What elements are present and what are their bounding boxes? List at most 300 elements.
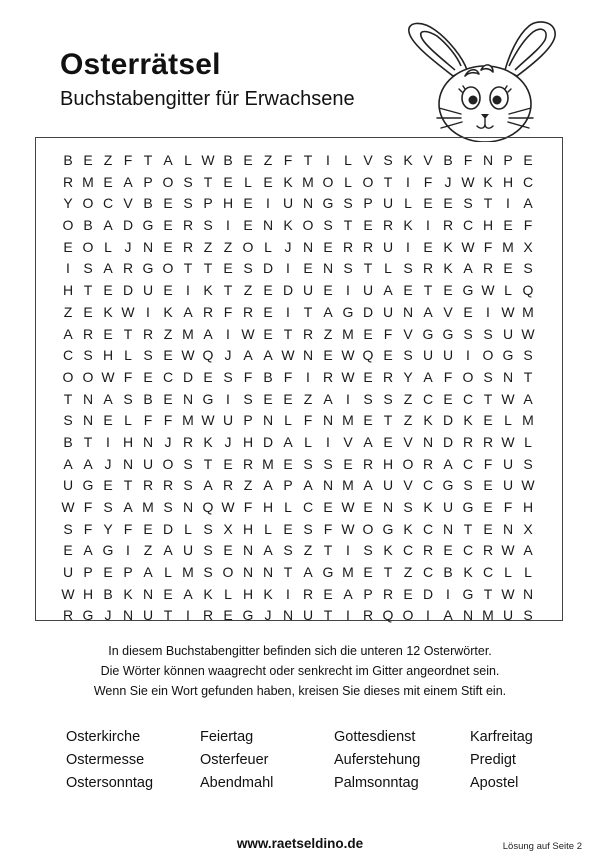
grid-letter[interactable]: O xyxy=(162,173,174,190)
grid-letter[interactable]: S xyxy=(403,260,413,277)
grid-letter[interactable]: E xyxy=(363,325,373,342)
grid-letter[interactable]: U xyxy=(142,455,154,472)
grid-letter[interactable]: O xyxy=(362,173,374,190)
grid-letter[interactable]: N xyxy=(262,564,274,581)
grid-letter[interactable]: E xyxy=(323,347,333,364)
grid-letter[interactable]: P xyxy=(363,195,373,212)
grid-letter[interactable]: L xyxy=(264,520,272,537)
grid-letter[interactable]: A xyxy=(303,564,313,581)
grid-letter[interactable]: R xyxy=(362,455,374,472)
grid-letter[interactable]: W xyxy=(121,303,135,320)
grid-letter[interactable]: E xyxy=(323,238,333,255)
grid-letter[interactable]: A xyxy=(243,347,253,364)
grid-letter[interactable]: G xyxy=(462,585,474,602)
grid-letter[interactable]: A xyxy=(523,542,533,559)
grid-letter[interactable]: E xyxy=(83,303,93,320)
grid-letter[interactable]: E xyxy=(223,260,233,277)
grid-letter[interactable]: E xyxy=(523,152,533,168)
grid-letter[interactable]: P xyxy=(123,564,133,581)
grid-letter[interactable]: Q xyxy=(202,499,214,515)
grid-letter[interactable]: N xyxy=(262,412,274,429)
grid-letter[interactable]: G xyxy=(342,303,354,320)
grid-letter[interactable]: T xyxy=(303,303,313,320)
grid-letter[interactable]: T xyxy=(383,173,393,190)
grid-letter[interactable]: R xyxy=(362,607,374,624)
grid-letter[interactable]: R xyxy=(62,173,74,190)
grid-letter[interactable]: C xyxy=(162,368,174,385)
grid-letter[interactable]: Q xyxy=(382,607,394,624)
grid-letter[interactable]: Z xyxy=(143,542,153,559)
grid-letter[interactable]: Z xyxy=(203,238,213,255)
grid-letter[interactable]: K xyxy=(383,542,393,559)
grid-letter[interactable]: S xyxy=(203,542,213,559)
grid-letter[interactable]: W xyxy=(501,542,515,559)
grid-letter[interactable]: A xyxy=(203,477,213,494)
grid-letter[interactable]: W xyxy=(521,477,535,494)
grid-letter[interactable]: N xyxy=(442,520,454,537)
grid-letter[interactable]: F xyxy=(223,303,233,320)
grid-letter[interactable]: W xyxy=(521,325,535,342)
grid-letter[interactable]: K xyxy=(403,152,413,168)
grid-letter[interactable]: N xyxy=(322,412,334,429)
grid-letter[interactable]: S xyxy=(303,455,313,472)
grid-letter[interactable]: L xyxy=(504,282,512,299)
grid-letter[interactable]: N xyxy=(382,499,394,515)
grid-letter[interactable]: W xyxy=(341,347,355,364)
grid-letter[interactable]: Z xyxy=(223,238,233,255)
grid-letter[interactable]: L xyxy=(224,585,232,602)
grid-letter[interactable]: O xyxy=(82,238,94,255)
grid-letter[interactable]: H xyxy=(482,217,494,234)
grid-letter[interactable]: C xyxy=(462,390,474,407)
grid-letter[interactable]: B xyxy=(63,433,73,450)
grid-letter[interactable]: E xyxy=(323,499,333,515)
grid-letter[interactable]: I xyxy=(326,433,330,450)
grid-letter[interactable]: S xyxy=(323,455,333,472)
grid-letter[interactable]: S xyxy=(523,260,533,277)
grid-letter[interactable]: I xyxy=(286,303,290,320)
grid-letter[interactable]: H xyxy=(242,520,254,537)
grid-letter[interactable]: Y xyxy=(63,195,73,212)
grid-letter[interactable]: V xyxy=(403,433,413,450)
grid-letter[interactable]: A xyxy=(523,195,533,212)
grid-letter[interactable]: G xyxy=(382,520,394,537)
grid-letter[interactable]: S xyxy=(243,260,253,277)
grid-letter[interactable]: J xyxy=(104,607,112,624)
grid-letter[interactable]: R xyxy=(342,238,354,255)
grid-letter[interactable]: E xyxy=(443,195,453,212)
grid-letter[interactable]: L xyxy=(504,564,512,581)
grid-letter[interactable]: M xyxy=(182,412,194,429)
grid-letter[interactable]: J xyxy=(264,607,272,624)
grid-letter[interactable]: M xyxy=(82,173,94,190)
grid-letter[interactable]: J xyxy=(224,433,232,450)
grid-letter[interactable]: C xyxy=(62,347,74,364)
grid-letter[interactable]: W xyxy=(501,585,515,602)
grid-letter[interactable]: T xyxy=(303,152,313,168)
grid-letter[interactable]: O xyxy=(62,368,74,385)
grid-letter[interactable]: C xyxy=(462,542,474,559)
grid-letter[interactable]: N xyxy=(402,303,414,320)
grid-letter[interactable]: F xyxy=(383,325,393,342)
grid-letter[interactable]: G xyxy=(322,195,334,212)
grid-letter[interactable]: L xyxy=(384,260,392,277)
grid-letter[interactable]: Z xyxy=(103,152,113,168)
grid-letter[interactable]: T xyxy=(143,152,153,168)
grid-letter[interactable]: E xyxy=(103,477,113,494)
grid-letter[interactable]: Z xyxy=(403,412,413,429)
grid-letter[interactable]: N xyxy=(142,585,154,602)
grid-letter[interactable]: G xyxy=(462,499,474,515)
grid-letter[interactable]: K xyxy=(263,585,273,602)
grid-letter[interactable]: K xyxy=(103,303,113,320)
grid-letter[interactable]: L xyxy=(404,195,412,212)
grid-letter[interactable]: K xyxy=(283,217,293,234)
grid-letter[interactable]: R xyxy=(182,433,194,450)
grid-letter[interactable]: D xyxy=(162,520,174,537)
grid-letter[interactable]: B xyxy=(223,152,233,168)
grid-letter[interactable]: M xyxy=(522,303,534,320)
grid-letter[interactable]: Z xyxy=(243,477,253,494)
grid-letter[interactable]: E xyxy=(323,282,333,299)
grid-letter[interactable]: E xyxy=(483,520,493,537)
grid-letter[interactable]: M xyxy=(302,173,314,190)
grid-letter[interactable]: O xyxy=(162,455,174,472)
grid-letter[interactable]: W xyxy=(281,347,295,364)
grid-letter[interactable]: E xyxy=(263,282,273,299)
grid-letter[interactable]: F xyxy=(283,368,293,385)
grid-letter[interactable]: L xyxy=(184,520,192,537)
grid-letter[interactable]: O xyxy=(222,564,234,581)
grid-letter[interactable]: E xyxy=(63,542,73,559)
grid-letter[interactable]: A xyxy=(363,477,373,494)
grid-letter[interactable]: I xyxy=(346,390,350,407)
grid-letter[interactable]: H xyxy=(122,433,134,450)
website-link[interactable]: www.raetseldino.de xyxy=(236,836,364,851)
grid-letter[interactable]: A xyxy=(143,564,153,581)
grid-letter[interactable]: O xyxy=(362,520,374,537)
grid-letter[interactable]: E xyxy=(323,585,333,602)
grid-letter[interactable]: U xyxy=(62,564,74,581)
grid-letter[interactable]: V xyxy=(423,152,433,168)
grid-letter[interactable]: W xyxy=(501,390,515,407)
grid-letter[interactable]: A xyxy=(263,542,273,559)
grid-letter[interactable]: P xyxy=(283,477,293,494)
grid-letter[interactable]: S xyxy=(463,477,473,494)
grid-letter[interactable]: R xyxy=(422,455,434,472)
grid-letter[interactable]: F xyxy=(463,152,473,168)
grid-letter[interactable]: I xyxy=(446,585,450,602)
grid-letter[interactable]: L xyxy=(124,412,132,429)
grid-letter[interactable]: W xyxy=(481,282,495,299)
grid-letter[interactable]: N xyxy=(242,564,254,581)
grid-letter[interactable]: K xyxy=(283,173,293,190)
grid-letter[interactable]: Z xyxy=(263,152,273,168)
grid-letter[interactable]: G xyxy=(322,564,334,581)
grid-letter[interactable]: M xyxy=(342,564,354,581)
grid-letter[interactable]: D xyxy=(442,433,454,450)
grid-letter[interactable]: N xyxy=(242,542,254,559)
grid-letter[interactable]: T xyxy=(123,477,133,494)
grid-letter[interactable]: S xyxy=(223,368,233,385)
grid-letter[interactable]: S xyxy=(183,477,193,494)
grid-letter[interactable]: T xyxy=(463,520,473,537)
grid-letter[interactable]: S xyxy=(163,499,173,515)
grid-letter[interactable]: B xyxy=(143,195,153,212)
grid-letter[interactable]: S xyxy=(243,390,253,407)
grid-letter[interactable]: F xyxy=(243,368,253,385)
grid-letter[interactable]: W xyxy=(461,238,475,255)
grid-letter[interactable]: E xyxy=(223,455,233,472)
grid-letter[interactable]: E xyxy=(63,238,73,255)
grid-letter[interactable]: M xyxy=(142,499,154,515)
grid-letter[interactable]: S xyxy=(83,260,93,277)
grid-letter[interactable]: A xyxy=(463,260,473,277)
grid-letter[interactable]: T xyxy=(523,368,533,385)
grid-letter[interactable]: E xyxy=(103,173,113,190)
grid-letter[interactable]: H xyxy=(262,499,274,515)
grid-letter[interactable]: R xyxy=(422,542,434,559)
grid-letter[interactable]: E xyxy=(443,282,453,299)
grid-letter[interactable]: U xyxy=(502,477,514,494)
grid-letter[interactable]: H xyxy=(82,585,94,602)
grid-letter[interactable]: S xyxy=(83,347,93,364)
grid-letter[interactable]: V xyxy=(363,152,373,168)
grid-letter[interactable]: W xyxy=(201,152,215,168)
grid-letter[interactable]: W xyxy=(341,499,355,515)
grid-letter[interactable]: T xyxy=(183,260,193,277)
grid-letter[interactable]: R xyxy=(302,585,314,602)
grid-letter[interactable]: F xyxy=(83,499,93,515)
grid-letter[interactable]: R xyxy=(142,325,154,342)
grid-letter[interactable]: L xyxy=(244,173,252,190)
grid-letter[interactable]: E xyxy=(83,152,93,168)
grid-letter[interactable]: B xyxy=(83,217,93,234)
grid-letter[interactable]: F xyxy=(123,368,133,385)
grid-letter[interactable]: W xyxy=(181,347,195,364)
grid-letter[interactable]: F xyxy=(483,455,493,472)
grid-letter[interactable]: E xyxy=(143,520,153,537)
grid-letter[interactable]: Z xyxy=(163,325,173,342)
grid-letter[interactable]: A xyxy=(63,325,73,342)
grid-letter[interactable]: I xyxy=(466,347,470,364)
grid-letter[interactable]: V xyxy=(403,477,413,494)
grid-letter[interactable]: S xyxy=(403,347,413,364)
grid-letter[interactable]: U xyxy=(142,282,154,299)
grid-letter[interactable]: O xyxy=(402,607,414,624)
grid-letter[interactable]: N xyxy=(122,455,134,472)
grid-letter[interactable]: N xyxy=(322,260,334,277)
grid-letter[interactable]: H xyxy=(242,433,254,450)
grid-letter[interactable]: R xyxy=(422,260,434,277)
grid-letter[interactable]: S xyxy=(463,195,473,212)
grid-letter[interactable]: G xyxy=(82,477,94,494)
grid-letter[interactable]: A xyxy=(423,368,433,385)
grid-letter[interactable]: E xyxy=(423,238,433,255)
grid-letter[interactable]: S xyxy=(483,325,493,342)
grid-letter[interactable]: L xyxy=(184,152,192,168)
grid-letter[interactable]: U xyxy=(62,477,74,494)
grid-letter[interactable]: E xyxy=(103,564,113,581)
grid-letter[interactable]: W xyxy=(341,368,355,385)
grid-letter[interactable]: S xyxy=(483,368,493,385)
grid-letter[interactable]: R xyxy=(142,477,154,494)
grid-letter[interactable]: N xyxy=(182,390,194,407)
grid-letter[interactable]: C xyxy=(462,217,474,234)
grid-letter[interactable]: R xyxy=(82,325,94,342)
grid-letter[interactable]: N xyxy=(122,607,134,624)
grid-letter[interactable]: R xyxy=(482,260,494,277)
grid-letter[interactable]: I xyxy=(306,368,310,385)
grid-letter[interactable]: D xyxy=(182,368,194,385)
grid-letter[interactable]: A xyxy=(263,477,273,494)
grid-letter[interactable]: S xyxy=(383,390,393,407)
grid-letter[interactable]: A xyxy=(323,390,333,407)
grid-letter[interactable]: Z xyxy=(243,282,253,299)
grid-letter[interactable]: E xyxy=(243,152,253,168)
grid-letter[interactable]: R xyxy=(482,433,494,450)
grid-letter[interactable]: L xyxy=(304,433,312,450)
grid-letter[interactable]: N xyxy=(82,412,94,429)
grid-letter[interactable]: U xyxy=(382,195,394,212)
grid-letter[interactable]: G xyxy=(142,217,154,234)
grid-letter[interactable]: B xyxy=(143,390,153,407)
grid-letter[interactable]: M xyxy=(342,325,354,342)
grid-letter[interactable]: I xyxy=(346,282,350,299)
grid-letter[interactable]: M xyxy=(502,238,514,255)
grid-letter[interactable]: I xyxy=(426,217,430,234)
grid-letter[interactable]: A xyxy=(123,173,133,190)
grid-letter[interactable]: R xyxy=(382,217,394,234)
grid-letter[interactable]: E xyxy=(263,173,273,190)
grid-letter[interactable]: U xyxy=(382,303,394,320)
grid-letter[interactable]: E xyxy=(143,368,153,385)
grid-letter[interactable]: A xyxy=(443,607,453,624)
grid-letter[interactable]: F xyxy=(283,152,293,168)
grid-letter[interactable]: D xyxy=(122,282,134,299)
grid-letter[interactable]: N xyxy=(142,238,154,255)
grid-letter[interactable]: D xyxy=(262,433,274,450)
grid-letter[interactable]: R xyxy=(242,303,254,320)
grid-letter[interactable]: A xyxy=(303,477,313,494)
grid-letter[interactable]: K xyxy=(203,433,213,450)
grid-letter[interactable]: H xyxy=(62,282,74,299)
grid-letter[interactable]: N xyxy=(522,585,534,602)
grid-letter[interactable]: T xyxy=(383,412,393,429)
grid-letter[interactable]: D xyxy=(282,282,294,299)
grid-letter[interactable]: E xyxy=(283,390,293,407)
grid-letter[interactable]: F xyxy=(323,520,333,537)
grid-letter[interactable]: S xyxy=(463,325,473,342)
grid-letter[interactable]: Y xyxy=(103,520,113,537)
grid-letter[interactable]: F xyxy=(123,520,133,537)
grid-letter[interactable]: R xyxy=(442,217,454,234)
grid-letter[interactable]: A xyxy=(103,260,113,277)
grid-letter[interactable]: H xyxy=(102,347,114,364)
grid-letter[interactable]: D xyxy=(362,303,374,320)
grid-letter[interactable]: E xyxy=(223,542,233,559)
grid-letter[interactable]: I xyxy=(226,217,230,234)
grid-letter[interactable]: I xyxy=(286,260,290,277)
grid-letter[interactable]: K xyxy=(403,520,413,537)
grid-letter[interactable]: F xyxy=(243,499,253,515)
grid-letter[interactable]: H xyxy=(242,585,254,602)
grid-letter[interactable]: T xyxy=(203,260,213,277)
grid-letter[interactable]: D xyxy=(122,217,134,234)
grid-letter[interactable]: K xyxy=(203,585,213,602)
grid-letter[interactable]: K xyxy=(443,260,453,277)
grid-letter[interactable]: A xyxy=(123,499,133,515)
grid-letter[interactable]: F xyxy=(423,173,433,190)
grid-letter[interactable]: S xyxy=(103,499,113,515)
grid-letter[interactable]: A xyxy=(423,303,433,320)
grid-letter[interactable]: F xyxy=(163,412,173,429)
grid-letter[interactable]: K xyxy=(163,303,173,320)
grid-letter[interactable]: R xyxy=(202,303,214,320)
grid-letter[interactable]: J xyxy=(224,347,232,364)
grid-letter[interactable]: S xyxy=(63,520,73,537)
grid-letter[interactable]: S xyxy=(183,173,193,190)
grid-letter[interactable]: P xyxy=(243,412,253,429)
grid-letter[interactable]: P xyxy=(363,585,373,602)
grid-letter[interactable]: E xyxy=(443,542,453,559)
grid-letter[interactable]: L xyxy=(344,152,352,168)
grid-letter[interactable]: U xyxy=(502,607,514,624)
grid-letter[interactable]: T xyxy=(123,325,133,342)
grid-letter[interactable]: S xyxy=(203,217,213,234)
grid-letter[interactable]: K xyxy=(123,585,133,602)
grid-letter[interactable]: S xyxy=(283,542,293,559)
grid-letter[interactable]: V xyxy=(123,195,133,212)
grid-letter[interactable]: A xyxy=(103,390,113,407)
grid-letter[interactable]: N xyxy=(302,195,314,212)
grid-letter[interactable]: B xyxy=(63,152,73,168)
grid-letter[interactable]: E xyxy=(103,412,113,429)
grid-letter[interactable]: W xyxy=(241,325,255,342)
grid-letter[interactable]: V xyxy=(403,325,413,342)
grid-letter[interactable]: T xyxy=(423,282,433,299)
grid-letter[interactable]: C xyxy=(422,477,434,494)
grid-letter[interactable]: S xyxy=(403,499,413,515)
grid-letter[interactable]: N xyxy=(422,433,434,450)
grid-letter[interactable]: H xyxy=(222,195,234,212)
grid-letter[interactable]: E xyxy=(383,347,393,364)
grid-letter[interactable]: I xyxy=(326,152,330,168)
grid-letter[interactable]: G xyxy=(442,325,454,342)
grid-letter[interactable]: R xyxy=(462,433,474,450)
grid-letter[interactable]: C xyxy=(462,455,474,472)
grid-letter[interactable]: A xyxy=(443,455,453,472)
grid-letter[interactable]: E xyxy=(383,433,393,450)
grid-letter[interactable]: E xyxy=(283,455,293,472)
grid-letter[interactable]: T xyxy=(323,607,333,624)
grid-letter[interactable]: R xyxy=(482,542,494,559)
grid-letter[interactable]: T xyxy=(223,282,233,299)
grid-letter[interactable]: A xyxy=(163,152,173,168)
grid-letter[interactable]: T xyxy=(483,585,493,602)
grid-letter[interactable]: T xyxy=(383,564,393,581)
grid-letter[interactable]: R xyxy=(182,238,194,255)
grid-letter[interactable]: B xyxy=(103,585,113,602)
grid-letter[interactable]: R xyxy=(222,477,234,494)
grid-letter[interactable]: K xyxy=(463,412,473,429)
grid-letter[interactable]: I xyxy=(226,390,230,407)
grid-letter[interactable]: X xyxy=(223,520,233,537)
grid-letter[interactable]: X xyxy=(523,238,533,255)
grid-letter[interactable]: I xyxy=(286,585,290,602)
grid-letter[interactable]: U xyxy=(142,607,154,624)
grid-letter[interactable]: O xyxy=(322,173,334,190)
